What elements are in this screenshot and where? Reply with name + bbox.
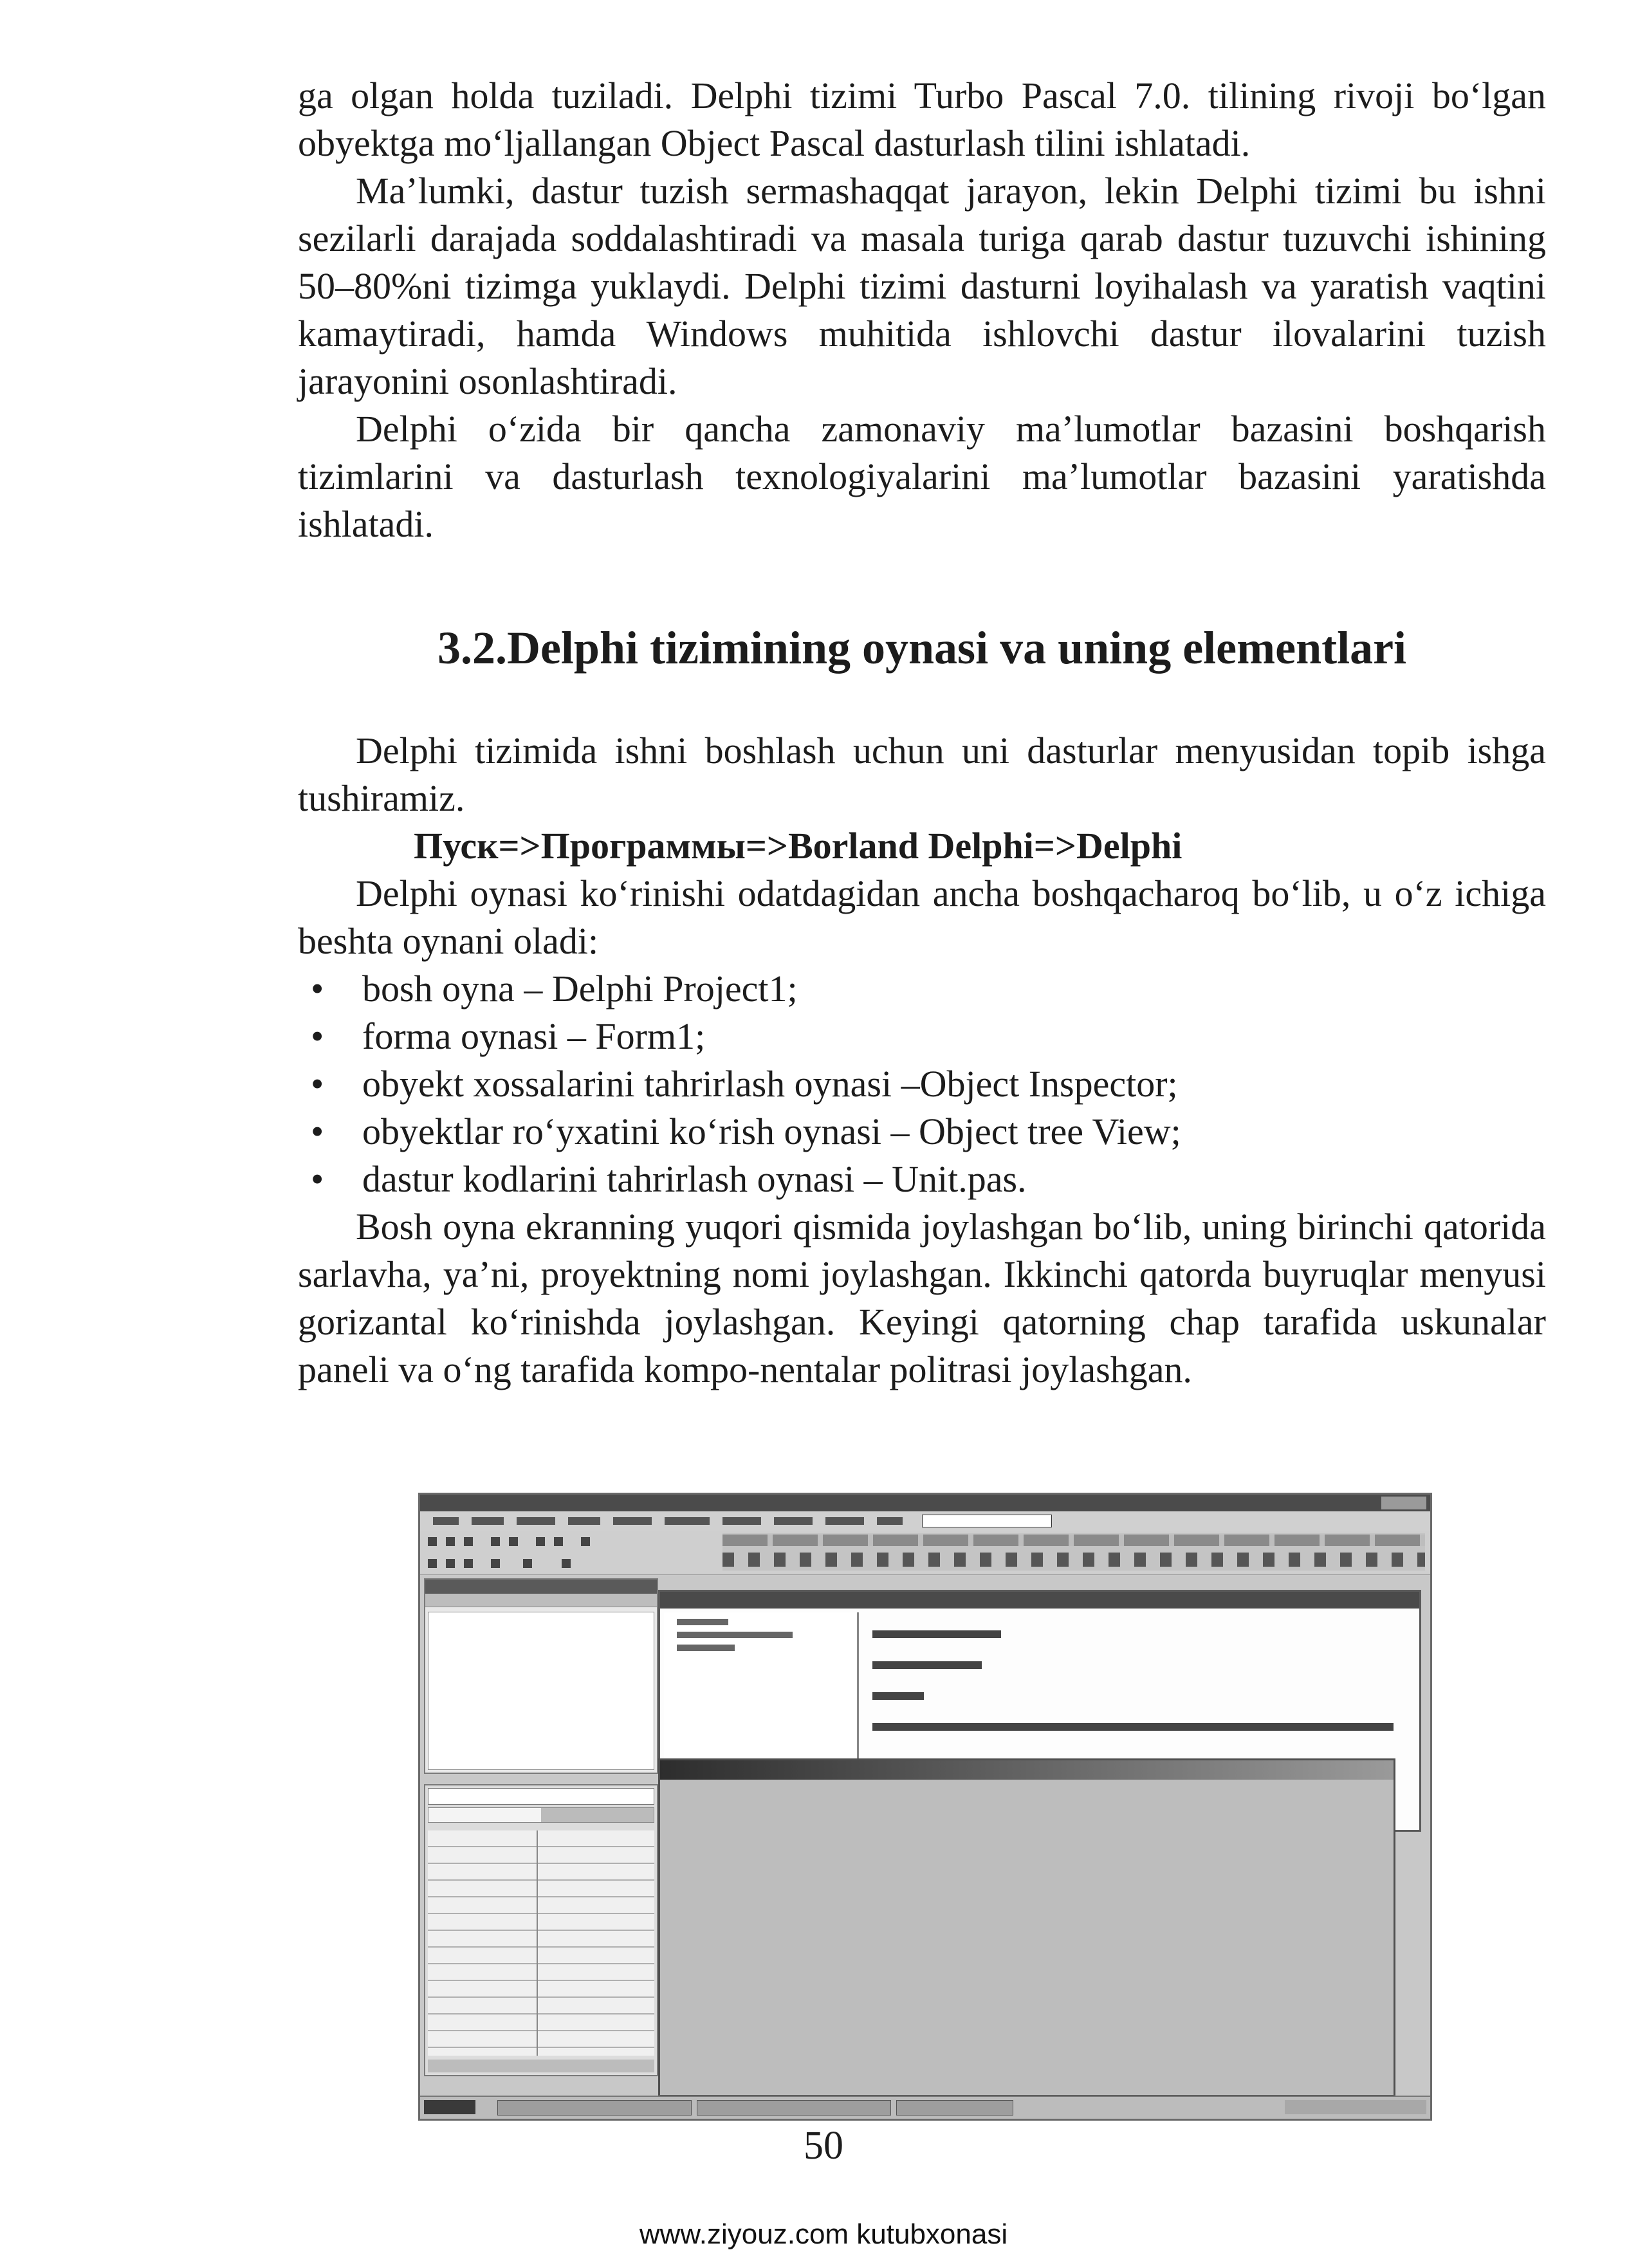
- start-button: [424, 2100, 475, 2114]
- paragraph-3: Delphi o‘zida bir qancha zamonaviy ma’lumotlar bazasini boshqarish tizimlarini va dasturlash texnologiyalarini ma’lumotlar bazasini yaratishda ishlatadi.: [298, 408, 1546, 545]
- section-heading: 3.2.Delphi tizimining oynasi va uning elementlari: [437, 622, 1407, 674]
- object-inspector-window: [424, 1784, 658, 2076]
- ide-title-bar: [420, 1495, 1430, 1511]
- closing-paragraph: Bosh oyna ekranning yuqori qismida joylashgan bo‘lib, uning birinchi qatorida sarlavha, ya’ni, proyektning nomi joylashgan. Ikkinchi qatorda buyruqlar menyusi gorizantal ko‘rinishda joylashgan. Keyingi qatorning chap tarafida uskunalar paneli va o‘ng tarafida kompo-nentalar politrasi joylashgan.: [298, 1206, 1546, 1390]
- top-paragraphs: [298, 72, 1546, 548]
- ide-menu-bar: [420, 1511, 1430, 1531]
- bullet-item: • bosh oyna – Delphi Project1;: [298, 965, 1546, 1013]
- form1-window: [658, 1758, 1395, 2097]
- bullet-item: • obyekt xossalarini tahrirlash oynasi –Object Inspector;: [298, 1060, 1546, 1108]
- bullet-item: • obyektlar ro‘yxatini ko‘rish oynasi – Object tree View;: [298, 1108, 1546, 1156]
- intro-paragraph: Delphi tizimida ishni boshlash uchun uni dasturlar menyusidan topib ishga tushiramiz.: [298, 730, 1546, 819]
- component-palette: [722, 1533, 1425, 1571]
- section-body: [298, 727, 1546, 1394]
- window-intro-paragraph: Delphi oynasi ko‘rinishi odatdagidan ancha boshqacharoq bo‘lib, u o‘z ichiga beshta oynani oladi:: [298, 872, 1546, 962]
- system-tray: [1285, 2100, 1426, 2114]
- bullet-item: • dastur kodlarini tahrirlash oynasi – Unit.pas.: [298, 1156, 1546, 1203]
- bullet-item: • forma oynasi – Form1;: [298, 1013, 1546, 1060]
- object-treeview-window: [424, 1578, 658, 1774]
- windows-taskbar: [420, 2096, 1430, 2119]
- page-number: 50: [804, 2124, 843, 2168]
- window-buttons: [1381, 1497, 1426, 1509]
- footer-url: www.ziyouz.com kutubxonasi: [639, 2218, 1008, 2250]
- menu-path: Пуск=>Программы=>Borland Delphi=>Delphi: [414, 825, 1182, 867]
- paragraph-2: Ma’lumki, dastur tuzish sermashaqqat jarayon, lekin Delphi tizimi bu ishni sezilarli darajada soddalashtiradi va masala turiga qarab dastur tuzuvchi ishining 50–80%ni tizimga yuklaydi. Delphi tizimi dasturni loyihalash va yaratish vaqtini kamaytiradi, hamda Windows muhitida ishlovchi dastur ilovalarini tuzish jarayonini osonlashtiradi.: [298, 170, 1546, 402]
- delphi-ide-screenshot: [418, 1493, 1432, 2121]
- paragraph-1: ga olgan holda tuziladi. Delphi tizimi Turbo Pascal 7.0. tilining rivoji bo‘lgan obyektga mo‘ljallangan Object Pascal dasturlash tilini ishlatadi.: [298, 75, 1546, 164]
